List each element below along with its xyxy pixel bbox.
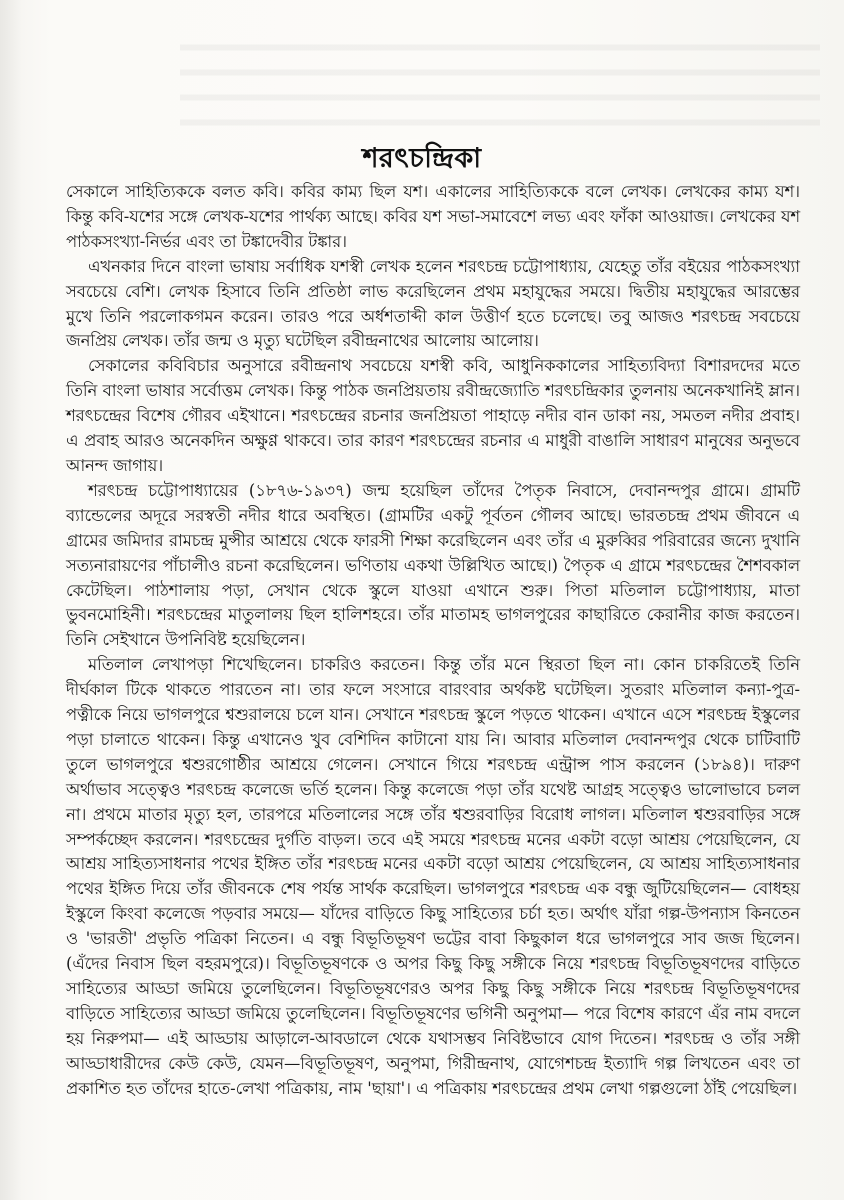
paragraph-2: এখনকার দিনে বাংলা ভাষায় সর্বাধিক যশস্বী লেখক হলেন শরৎচন্দ্র চট্টোপাধ্যায়, যেহেতু তাঁর বইয়ের পাঠকসংখ্যা সবচেয়ে বেশি। লেখক হিসাবে তিনি প্রতিষ্ঠা লাভ করেছিলেন প্রথম মহাযুদ্ধের সময়ে। দ্বিতীয় মহাযুদ্ধের আরম্ভের মুখে তিনি পরলোকগমন করেন। তারও পরে অর্ধশতাব্দী কাল উত্তীর্ণ হতে চলেছে। তবু আজও শরৎচন্দ্র সবচেয়ে জনপ্রিয় লেখক। তাঁর জন্ম ও মৃত্যু ঘটেছিল রবীন্দ্রনাথের আলোয় আলোয়। [66,256,800,351]
page-title: শরৎচন্দ্রিকা [362,143,482,174]
paragraph-5: মতিলাল লেখাপড়া শিখেছিলেন। চাকরিও করতেন। কিন্তু তাঁর মনে স্থিরতা ছিল না। কোন চাকরিতেই তিনি দীর্ঘকাল টিকে থাকতে পারতেন না। তার ফলে সংসারে বারংবার অর্থকষ্ট ঘটেছিল। সুতরাং মতিলাল কন্যা-পুত্র-পত্নীকে নিয়ে ভাগলপুরে শ্বশুরালয়ে চলে যান। সেখানে শরৎচন্দ্র স্কুলে পড়তে থাকেন। এখানে এসে শরৎচন্দ্র ইস্কুলের পড়া চালাতে থাকেন। কিন্তু এখানেও খুব বেশিদিন কাটানো যায় নি। আবার মতিলাল দেবানন্দপুর থেকে চাটিবাটি তুলে ভাগলপুরে শ্বশুরগোষ্ঠীর আশ্রয়ে গেলেন। সেখানে গিয়ে শরৎচন্দ্র এন্ট্রান্স পাস করলেন (১৮৯৪)। দারুণ অর্থাভাব সত্ত্বেও শরৎচন্দ্র কলেজে ভর্তি হলেন। কিন্তু কলেজে পড়া তাঁর যথেষ্ট আগ্রহ সত্ত্বেও ভালোভাবে চলল না। প্রথমে মাতার মৃত্যু হল, তারপরে মতিলালের সঙ্গে তাঁর শ্বশুরবাড়ির বিরোধ লাগল। মতিলাল শ্বশুরবাড়ির সঙ্গে সম্পর্কচ্ছেদ করলেন। শরৎচন্দ্রের দুর্গতি বাড়ল। তবে এই সময়ে শরৎচন্দ্র মনের একটা বড়ো আশ্রয় পেয়েছিলেন, যে আশ্রয় সাহিত্যসাধনার পথের ইঙ্গিত তাঁর শরৎচন্দ্র মনের একটা বড়ো আশ্রয় পেয়েছিলেন, যে আশ্রয় সাহিত্যসাধনার পথের ইঙ্গিত দিয়ে তাঁর জীবনকে শেষ পর্যন্ত সার্থক করেছিল। ভাগলপুরে শরৎচন্দ্র এক বন্ধু জুটিয়েছিলেন— বোধহয় ইস্কুলে কিংবা কলেজে পড়বার সময়ে— যাঁদের বাড়িতে কিছু সাহিত্যের চর্চা হত। অর্থাৎ যাঁরা গল্প-উপন্যাস কিনতেন ও 'ভারতী' প্রভৃতি পত্রিকা নিতেন। এ বন্ধু বিভূতিভূষণ ভট্টের বাবা কিছুকাল ধরে ভাগলপুরে সাব জজ ছিলেন। (এঁদের নিবাস ছিল বহরমপুরে)। বিভূতিভূষণকে ও অপর কিছু কিছু সঙ্গীকে নিয়ে শরৎচন্দ্র বিভূতিভূষণদের বাড়িতে সাহিত্যের আড্ডা জমিয়ে তুলেছিলেন। বিভূতিভূষণেরও অপর কিছু কিছু সঙ্গীকে নিয়ে শরৎচন্দ্র বিভূতিভূষণদের বাড়িতে সাহিত্যের আড্ডা জমিয়ে তুলেছিলেন। বিভূতিভূষণের ভগিনী অনুপমা— পরে বিশেষ কারণে এঁর নাম বদলে হয় নিরুপমা— এই আড্ডায় আড়ালে-আবডালে থেকে যথাসম্ভব নিবিষ্টভাবে যোগ দিতেন। শরৎচন্দ্র ও তাঁর সঙ্গী আড্ডাধারীদের কেউ কেউ, যেমন—বিভূতিভূষণ, অনুপমা, গিরীন্দ্রনাথ, যোগেশচন্দ্র ইত্যাদি গল্প লিখতেন এবং তা প্রকাশিত হত তাঁদের হাতে-লেখা পত্রিকায়, নাম 'ছায়া'। এ পত্রিকায় শরৎচন্দ্রের প্রথম লেখা গল্পগুলো ঠাঁই পেয়েছিল। [66,655,800,1098]
paragraph-3: সেকালের কবিবিচার অনুসারে রবীন্দ্রনাথ সবচেয়ে যশস্বী কবি, আধুনিককালের সাহিত্যবিদ্যা বিশারদদের মতে তিনি বাংলা ভাষার সর্বোত্তম লেখক। কিন্তু পাঠক জনপ্রিয়তায় রবীন্দ্রজ্যোতি শরৎচন্দ্রিকার তুলনায় অনেকখানিই ম্লান। শরৎচন্দ্রের বিশেষ গৌরব এইখানে। শরৎচন্দ্রের রচনার জনপ্রিয়তা পাহাড়ে নদীর বান ডাকা নয়, সমতল নদীর প্রবাহ। এ প্রবাহ আরও অনেকদিন অক্ষুণ্ণ থাকবে। তার কারণ শরৎচন্দ্রের রচনার এ মাধুরী বাঙালি সাধারণ মানুষের অনুভবে আনন্দ জাগায়। [66,356,800,475]
paragraph-1: সেকালে সাহিত্যিককে বলত কবি। কবির কাম্য ছিল যশ। একালের সাহিত্যিককে বলে লেখক। লেখকের কাম্য যশ। কিন্তু কবি-যশের সঙ্গে লেখক-যশের পার্থক্য আছে। কবির যশ সভা-সমাবেশে লভ্য এবং ফাঁকা আওয়াজ। লেখকের যশ পাঠকসংখ্যা-নির্ভর এবং তা টঙ্কাদেবীর টঙ্কার। [66,182,800,251]
body-text [66,180,800,1102]
paragraph-4: শরৎচন্দ্র চট্টোপাধ্যায়ের (১৮৭৬-১৯৩৭) জন্ম হয়েছিল তাঁদের পৈতৃক নিবাসে, দেবানন্দপুর গ্রামে। গ্রামটি ব্যান্ডেলের অদূরে সরস্বতী নদীর ধারে অবস্থিত। (গ্রামটির একটু পূর্বতন গৌলব আছে। ভারতচন্দ্র প্রথম জীবনে এ গ্রামের জমিদার রামচন্দ্র মুন্সীর আশ্রয়ে থেকে ফারসী শিক্ষা করেছিলেন এবং তাঁর এ মুরুব্বির পরিবারের জন্যে দুখানি সত্যনারায়ণের পাঁচালীও রচনা করেছিলেন। ভণিতায় একথা উল্লিখিত আছে।) পৈতৃক এ গ্রামে শরৎচন্দ্রের শৈশবকাল কেটেছিল। পাঠশালায় পড়া, সেখান থেকে স্কুলে যাওয়া এখানে শুরু। পিতা মতিলাল চট্টোপাধ্যায়, মাতা ভুবনমোহিনী। শরৎচন্দ্রের মাতুলালয় ছিল হালিশহরে। তাঁর মাতামহ ভাগলপুরের কাছারিতে কেরানীর কাজ করতেন। তিনি সেইখানে উপনিবিষ্ট হয়েছিলেন। [66,480,800,650]
show-through-text [180,30,820,140]
